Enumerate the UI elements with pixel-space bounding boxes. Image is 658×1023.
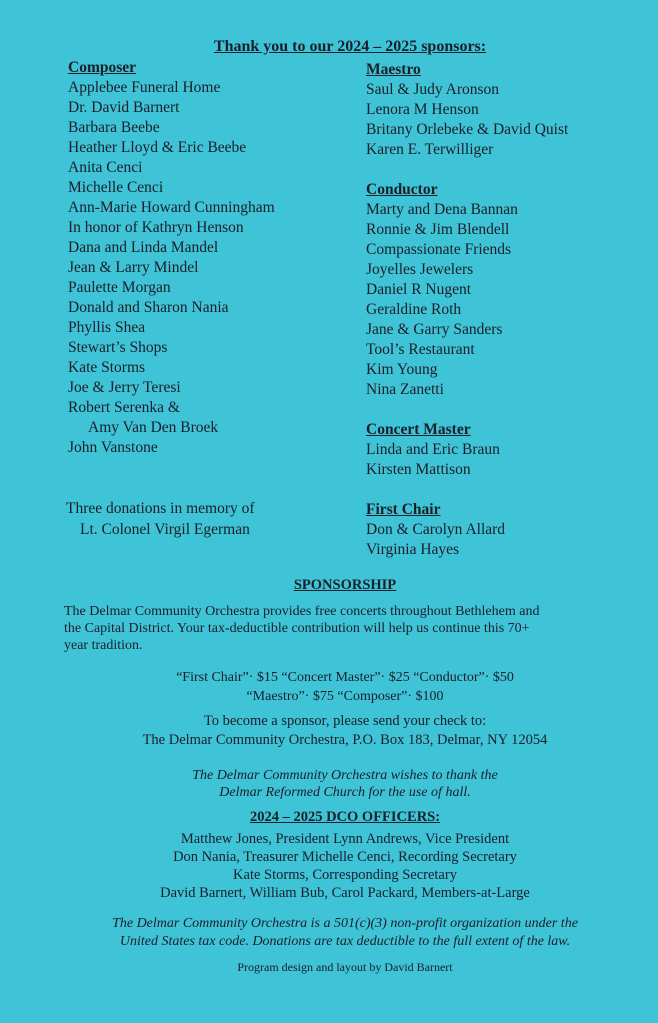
- sponsorship-text: The Delmar Community Orchestra provides free concerts throughout Bethlehem and the Capital District. Your tax-deductible contribution will help us continue this 70+ year tradition.: [64, 604, 540, 653]
- memorial-line: Lt. Colonel Virgil Egerman: [80, 521, 250, 538]
- sponsor-name: Saul & Judy Aronson: [366, 81, 500, 98]
- sponsor-name: Barbara Beebe: [68, 119, 160, 136]
- thanks-line: The Delmar Community Orchestra wishes to thank the: [192, 768, 498, 783]
- nonprofit-line: The Delmar Community Orchestra is a 501(c)(3) non-profit organization under the: [112, 916, 578, 931]
- sponsor-name: Karen E. Terwilliger: [366, 141, 494, 158]
- concert-master-heading: Concert Master: [366, 421, 471, 438]
- sponsor-name: Ronnie & Jim Blendell: [366, 221, 510, 238]
- sponsorship-prices: [0, 668, 658, 706]
- sponsor-name: Dana and Linda Mandel: [68, 239, 219, 256]
- price-line: “First Chair”· $15 “Concert Master”· $25 “Conductor”· $50: [176, 670, 514, 685]
- sponsor-name: Kirsten Mattison: [366, 461, 471, 478]
- page-title: Thank you to our 2024 – 2025 sponsors:: [213, 38, 487, 55]
- sponsor-name: Don & Carolyn Allard: [366, 521, 506, 538]
- conductor-heading: Conductor: [366, 181, 438, 198]
- sponsor-name: Geraldine Roth: [366, 301, 462, 318]
- officers-list: [0, 830, 658, 902]
- sponsor-name: Linda and Eric Braun: [366, 441, 500, 458]
- sponsor-name: Heather Lloyd & Eric Beebe: [68, 139, 247, 156]
- sponsor-name: Stewart’s Shops: [68, 339, 168, 356]
- sponsor-name: Donald and Sharon Nania: [68, 299, 229, 316]
- sponsor-name: Compassionate Friends: [366, 241, 512, 258]
- sponsor-name: Michelle Cenci: [68, 179, 164, 196]
- sponsor-name: Lenora M Henson: [366, 101, 479, 118]
- composer-heading: Composer: [68, 59, 137, 76]
- sponsor-instructions: [0, 712, 658, 750]
- maestro-heading: Maestro: [366, 61, 421, 78]
- officer-line: Don Nania, Treasurer Michelle Cenci, Recording Secretary: [173, 849, 517, 865]
- sponsor-name: In honor of Kathryn Henson: [68, 219, 244, 236]
- sponsor-name: Nina Zanetti: [366, 381, 444, 398]
- composer-column: [68, 58, 348, 458]
- first-chair-heading: First Chair: [366, 501, 441, 518]
- sponsor-name: Joyelles Jewelers: [366, 261, 474, 278]
- memorial-note: [66, 498, 255, 540]
- officers-heading: 2024 – 2025 DCO OFFICERS:: [249, 809, 441, 825]
- sponsor-name: Applebee Funeral Home: [68, 79, 221, 96]
- sponsor-name: John Vanstone: [68, 439, 158, 456]
- nonprofit-line: United States tax code. Donations are tax deductible to the full extent of the law.: [119, 934, 571, 949]
- sponsor-name: Virginia Hayes: [366, 541, 460, 558]
- sponsor-name: Kate Storms: [68, 359, 146, 376]
- sponsor-name: Robert Serenka &: [68, 399, 180, 416]
- church-thanks: [0, 767, 658, 801]
- sponsor-name: Joe & Jerry Teresi: [68, 379, 181, 396]
- officer-line: Matthew Jones, President Lynn Andrews, Vice President: [180, 831, 510, 847]
- sponsor-name: Amy Van Den Broek: [88, 419, 219, 436]
- sponsor-name: Phyllis Shea: [68, 319, 146, 336]
- sponsor-name: Jane & Garry Sanders: [366, 321, 503, 338]
- design-credit: Program design and layout by David Barnert: [237, 960, 453, 974]
- sponsor-name: Ann-Marie Howard Cunningham: [68, 199, 275, 216]
- price-line: “Maestro”· $75 “Composer”· $100: [246, 689, 444, 704]
- sponsor-name: Kim Young: [366, 361, 438, 378]
- instruction-line: To become a sponsor, please send your check to:: [203, 713, 487, 729]
- thanks-line: Delmar Reformed Church for the use of hall.: [219, 785, 471, 800]
- sponsor-name: Britany Orlebeke & David Quist: [366, 121, 569, 138]
- sponsor-name: Daniel R Nugent: [366, 281, 472, 298]
- sponsor-name: Marty and Dena Bannan: [366, 201, 518, 218]
- sponsorship-heading: SPONSORSHIP: [293, 577, 397, 593]
- sponsor-name: Tool’s Restaurant: [366, 341, 475, 358]
- sponsor-name: Jean & Larry Mindel: [68, 259, 199, 276]
- mailing-address: The Delmar Community Orchestra, P.O. Box 183, Delmar, NY 12054: [142, 732, 548, 748]
- nonprofit-statement: [0, 915, 658, 951]
- officer-line: Kate Storms, Corresponding Secretary: [233, 867, 457, 883]
- sponsor-name: Paulette Morgan: [68, 279, 171, 296]
- sponsor-name: Anita Cenci: [68, 159, 143, 176]
- memorial-line: Three donations in memory of: [66, 500, 255, 517]
- sponsor-name: Dr. David Barnert: [68, 99, 180, 116]
- sponsor-right-column: [366, 60, 646, 560]
- officer-line: David Barnert, William Bub, Carol Packard, Members-at-Large: [160, 885, 530, 901]
